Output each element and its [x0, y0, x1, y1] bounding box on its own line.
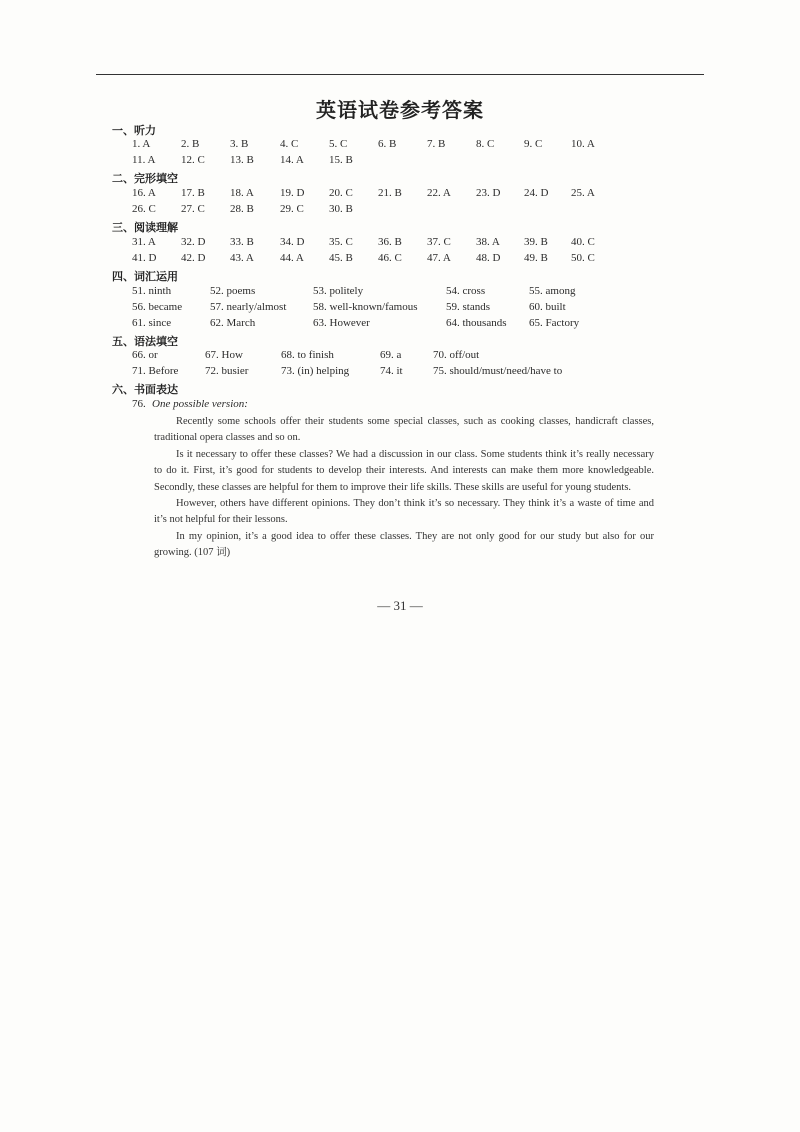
answer-item: 6. B — [378, 138, 397, 150]
answer-item: 26. C — [132, 203, 156, 215]
answer-item: 32. D — [181, 236, 206, 248]
answer-item: 37. C — [427, 236, 451, 248]
model-essay — [154, 414, 654, 562]
answer-item: 25. A — [571, 187, 595, 199]
answer-item: 57. nearly/almost — [210, 301, 287, 313]
answer-item: 75. should/must/need/have to — [433, 365, 563, 377]
answer-item: 50. C — [571, 252, 595, 264]
answer-item: 11. A — [132, 154, 156, 166]
answer-item: 13. B — [230, 154, 254, 166]
page-title: 英语试卷参考答案 — [316, 98, 484, 122]
answer-item: 74. it — [380, 365, 403, 377]
answer-item: 53. politely — [313, 285, 364, 297]
answer-item: 64. thousands — [446, 317, 507, 329]
answer-item: 42. D — [181, 252, 206, 264]
essay-paragraph: In my opinion, it’s a good idea to offer these classes. They are not only good for our study but also for our growing. (107 词) — [154, 530, 654, 559]
answer-item: 7. B — [427, 138, 446, 150]
answer-item: 1. A — [132, 138, 151, 150]
answer-item: 52. poems — [210, 285, 256, 297]
answer-item: 60. built — [529, 301, 566, 313]
answer-item: 44. A — [280, 252, 304, 264]
answer-item: 69. a — [380, 349, 402, 361]
answer-item: 71. Before — [132, 365, 179, 377]
answer-item: 24. D — [524, 187, 549, 199]
page-number: — 31 — — [377, 598, 423, 613]
answer-item: 49. B — [524, 252, 548, 264]
answer-item: 8. C — [476, 138, 495, 150]
section-heading-writing: 六、书面表达 — [112, 383, 178, 396]
answer-item: 66. or — [132, 349, 158, 361]
answer-item: 55. among — [529, 285, 576, 297]
answer-item: 33. B — [230, 236, 254, 248]
answer-item: 63. However — [313, 317, 370, 329]
answer-item: 23. D — [476, 187, 501, 199]
section-heading-grammar: 五、语法填空 — [112, 335, 178, 348]
answer-item: 59. stands — [446, 301, 490, 313]
answer-item: 70. off/out — [433, 349, 480, 361]
answer-item: 68. to finish — [281, 349, 334, 361]
answer-item: 2. B — [181, 138, 200, 150]
answer-item: 46. C — [378, 252, 402, 264]
answer-item: 48. D — [476, 252, 501, 264]
section-heading-vocabulary: 四、词汇运用 — [112, 270, 178, 283]
answer-item: 3. B — [230, 138, 249, 150]
answer-item: 39. B — [524, 236, 548, 248]
answer-item: 31. A — [132, 236, 156, 248]
section-heading-listening: 一、听力 — [112, 124, 156, 137]
answer-item: 12. C — [181, 154, 205, 166]
section-heading-reading: 三、阅读理解 — [112, 221, 178, 234]
answer-item: 15. B — [329, 154, 353, 166]
answer-item: 41. D — [132, 252, 157, 264]
answer-item: 9. C — [524, 138, 543, 150]
answer-item: 62. March — [210, 317, 256, 329]
answer-item: 18. A — [230, 187, 254, 199]
answer-item: 54. cross — [446, 285, 486, 297]
answer-item: 4. C — [280, 138, 299, 150]
answer-item: 36. B — [378, 236, 402, 248]
answer-item: 61. since — [132, 317, 172, 329]
essay-paragraph: However, others have different opinions. They don’t think it’s so necessary. They think it’s a waste of time and it’s not helpful for their lessons. — [154, 498, 654, 526]
answer-item: 29. C — [280, 203, 304, 215]
answer-item: 30. B — [329, 203, 353, 215]
answer-item: 16. A — [132, 187, 156, 199]
answer-item: 38. A — [476, 236, 500, 248]
answer-item: 47. A — [427, 252, 451, 264]
version-label: One possible version: — [152, 398, 248, 410]
question-number: 76. — [132, 398, 146, 410]
answer-item: 58. well-known/famous — [313, 301, 418, 313]
answer-item: 45. B — [329, 252, 353, 264]
answer-item: 21. B — [378, 187, 402, 199]
answer-item: 19. D — [280, 187, 305, 199]
answer-item: 35. C — [329, 236, 353, 248]
answer-item: 65. Factory — [529, 317, 580, 329]
answer-item: 34. D — [280, 236, 305, 248]
essay-paragraph: Recently some schools offer their students some special classes, such as cooking classes, handicraft classes, traditional opera classes and so on. — [154, 416, 654, 444]
section-heading-cloze: 二、完形填空 — [112, 172, 178, 185]
answer-item: 28. B — [230, 203, 254, 215]
answer-item: 22. A — [427, 187, 451, 199]
answer-item: 72. busier — [205, 365, 249, 377]
answer-item: 27. C — [181, 203, 205, 215]
answer-item: 10. A — [571, 138, 595, 150]
answer-item: 20. C — [329, 187, 353, 199]
answer-item: 14. A — [280, 154, 304, 166]
answer-item: 40. C — [571, 236, 595, 248]
top-rule — [96, 74, 704, 75]
answer-item: 67. How — [205, 349, 243, 361]
answer-item: 56. became — [132, 301, 183, 313]
essay-paragraph: Is it necessary to offer these classes? We had a discussion in our class. Some students think it’s really necessary to do it. First, it’s good for students to develop their interests. And interests can make them more knowledgeable. Secondly, these classes are helpful for them to improve their life skills. These skills are useful for young students. — [154, 448, 654, 493]
answer-item: 5. C — [329, 138, 348, 150]
answer-item: 43. A — [230, 252, 254, 264]
answer-item: 73. (in) helping — [281, 365, 350, 377]
answer-item: 51. ninth — [132, 285, 172, 297]
answer-item: 17. B — [181, 187, 205, 199]
